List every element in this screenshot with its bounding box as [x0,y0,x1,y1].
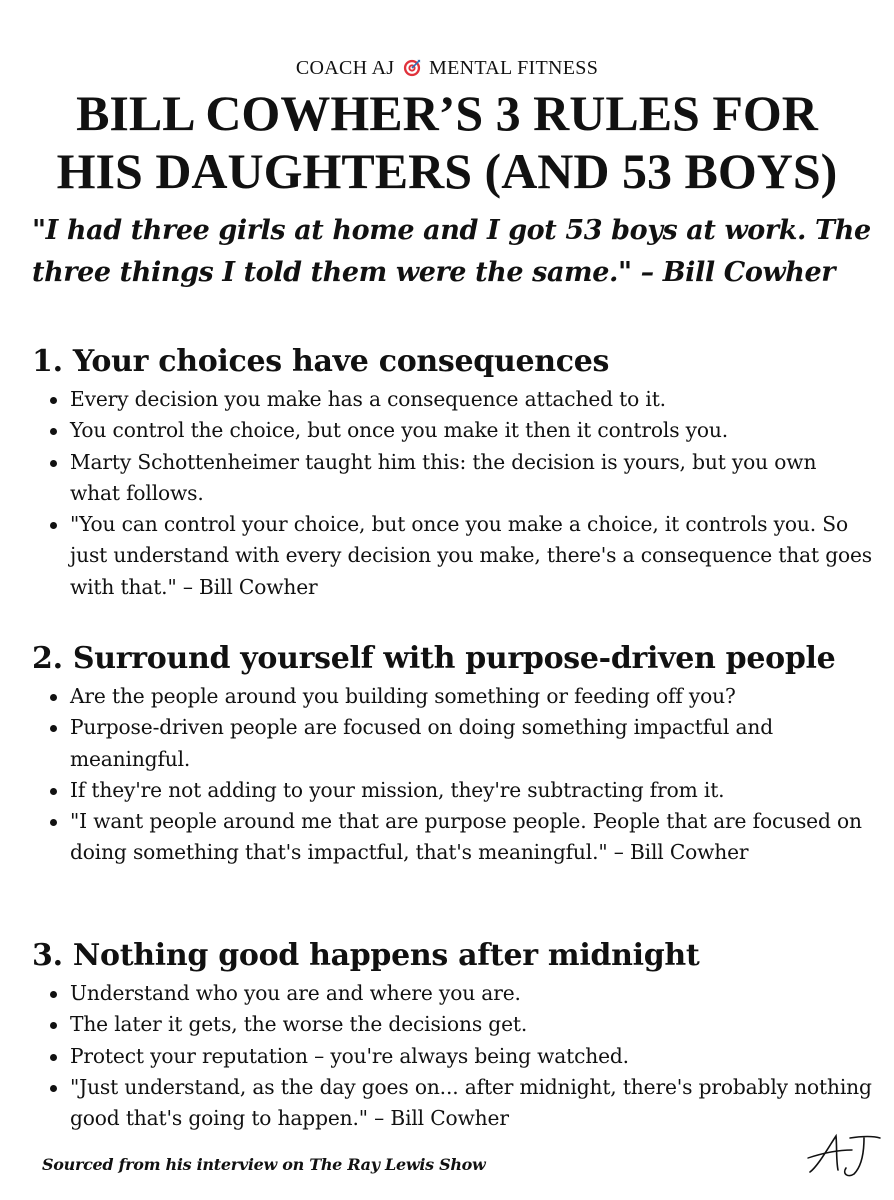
list-item [32,681,872,712]
rule-section-1 [32,340,872,603]
list-item-text: Protect your reputation – you're always being watched. [70,1043,629,1068]
list-item-text: "I want people around me that are purpose people. People that are focused on doing something that's impactful, that's meaningful." – Bill Cowher [70,809,862,865]
list-item-text: The later it gets, the worse the decisions get. [70,1012,528,1037]
list-item [32,978,872,1009]
bullet-list [32,681,872,869]
bullet-list [32,978,872,1134]
list-item [32,1041,872,1072]
rule-heading: 1. Your choices have consequences [32,344,610,379]
rule-section-3 [32,934,872,1134]
title-line-1: BILL COWHER’S 3 RULES FOR [76,85,818,141]
bullet-icon [50,819,57,826]
list-item [32,447,872,510]
list-item [32,712,872,775]
bullet-icon [50,991,57,998]
list-item [32,1009,872,1040]
direct-hit-target-icon [403,59,421,77]
bullet-icon [50,460,57,467]
list-item-text: Every decision you make has a consequence attached to it. [70,387,666,411]
aj-signature [806,1128,882,1180]
bullet-icon [50,397,57,404]
bullet-icon [50,1022,57,1029]
list-item [32,415,872,446]
bullet-list [32,384,872,603]
rule-heading: 3. Nothing good happens after midnight [32,938,700,973]
list-item-text: Purpose-driven people are focused on doing something impactful and meaningful. [70,715,773,771]
intro-quote: "I had three girls at home and I got 53 boys at work. The three things I told them were the same." – Bill Cowher [32,215,871,288]
brand-name: COACH AJ [295,57,395,79]
list-item [32,384,872,415]
list-item [32,806,872,869]
list-item-text: You control the choice, but once you make it then it controls you. [70,418,729,443]
brand-line [0,56,894,80]
list-item [32,509,872,603]
list-item-text: Understand who you are and where you are. [70,981,521,1005]
bullet-icon [50,428,57,435]
list-item-text: Marty Schottenheimer taught him this: the decision is yours, but you own what follows. [70,449,817,505]
title-line-2: HIS DAUGHTERS (AND 53 BOYS) [56,143,838,199]
page-title [0,84,894,200]
bullet-icon [50,522,57,529]
list-item-text: "You can control your choice, but once you make a choice, it controls you. So just understand with every decision you make, there's a consequence that goes with that." – Bill Cowher [70,512,873,599]
source-note: Sourced from his interview on The Ray Lewis Show [42,1155,486,1174]
list-item-text: Are the people around you building something or feeding off you? [70,684,736,708]
bullet-icon [50,725,57,732]
rule-section-2 [32,637,872,869]
brand-tagline: MENTAL FITNESS [429,57,599,79]
list-item-text: If they're not adding to your mission, they're subtracting from it. [70,777,725,802]
list-item [32,1072,872,1135]
bullet-icon [50,694,57,701]
rule-heading: 2. Surround yourself with purpose-driven people [32,641,836,676]
list-item-text: "Just understand, as the day goes on... after midnight, there's probably nothing good that's going to happen." – Bill Cowher [70,1074,872,1131]
bullet-icon [50,1085,57,1092]
bullet-icon [50,1054,57,1061]
list-item [32,775,872,806]
bullet-icon [50,788,57,795]
